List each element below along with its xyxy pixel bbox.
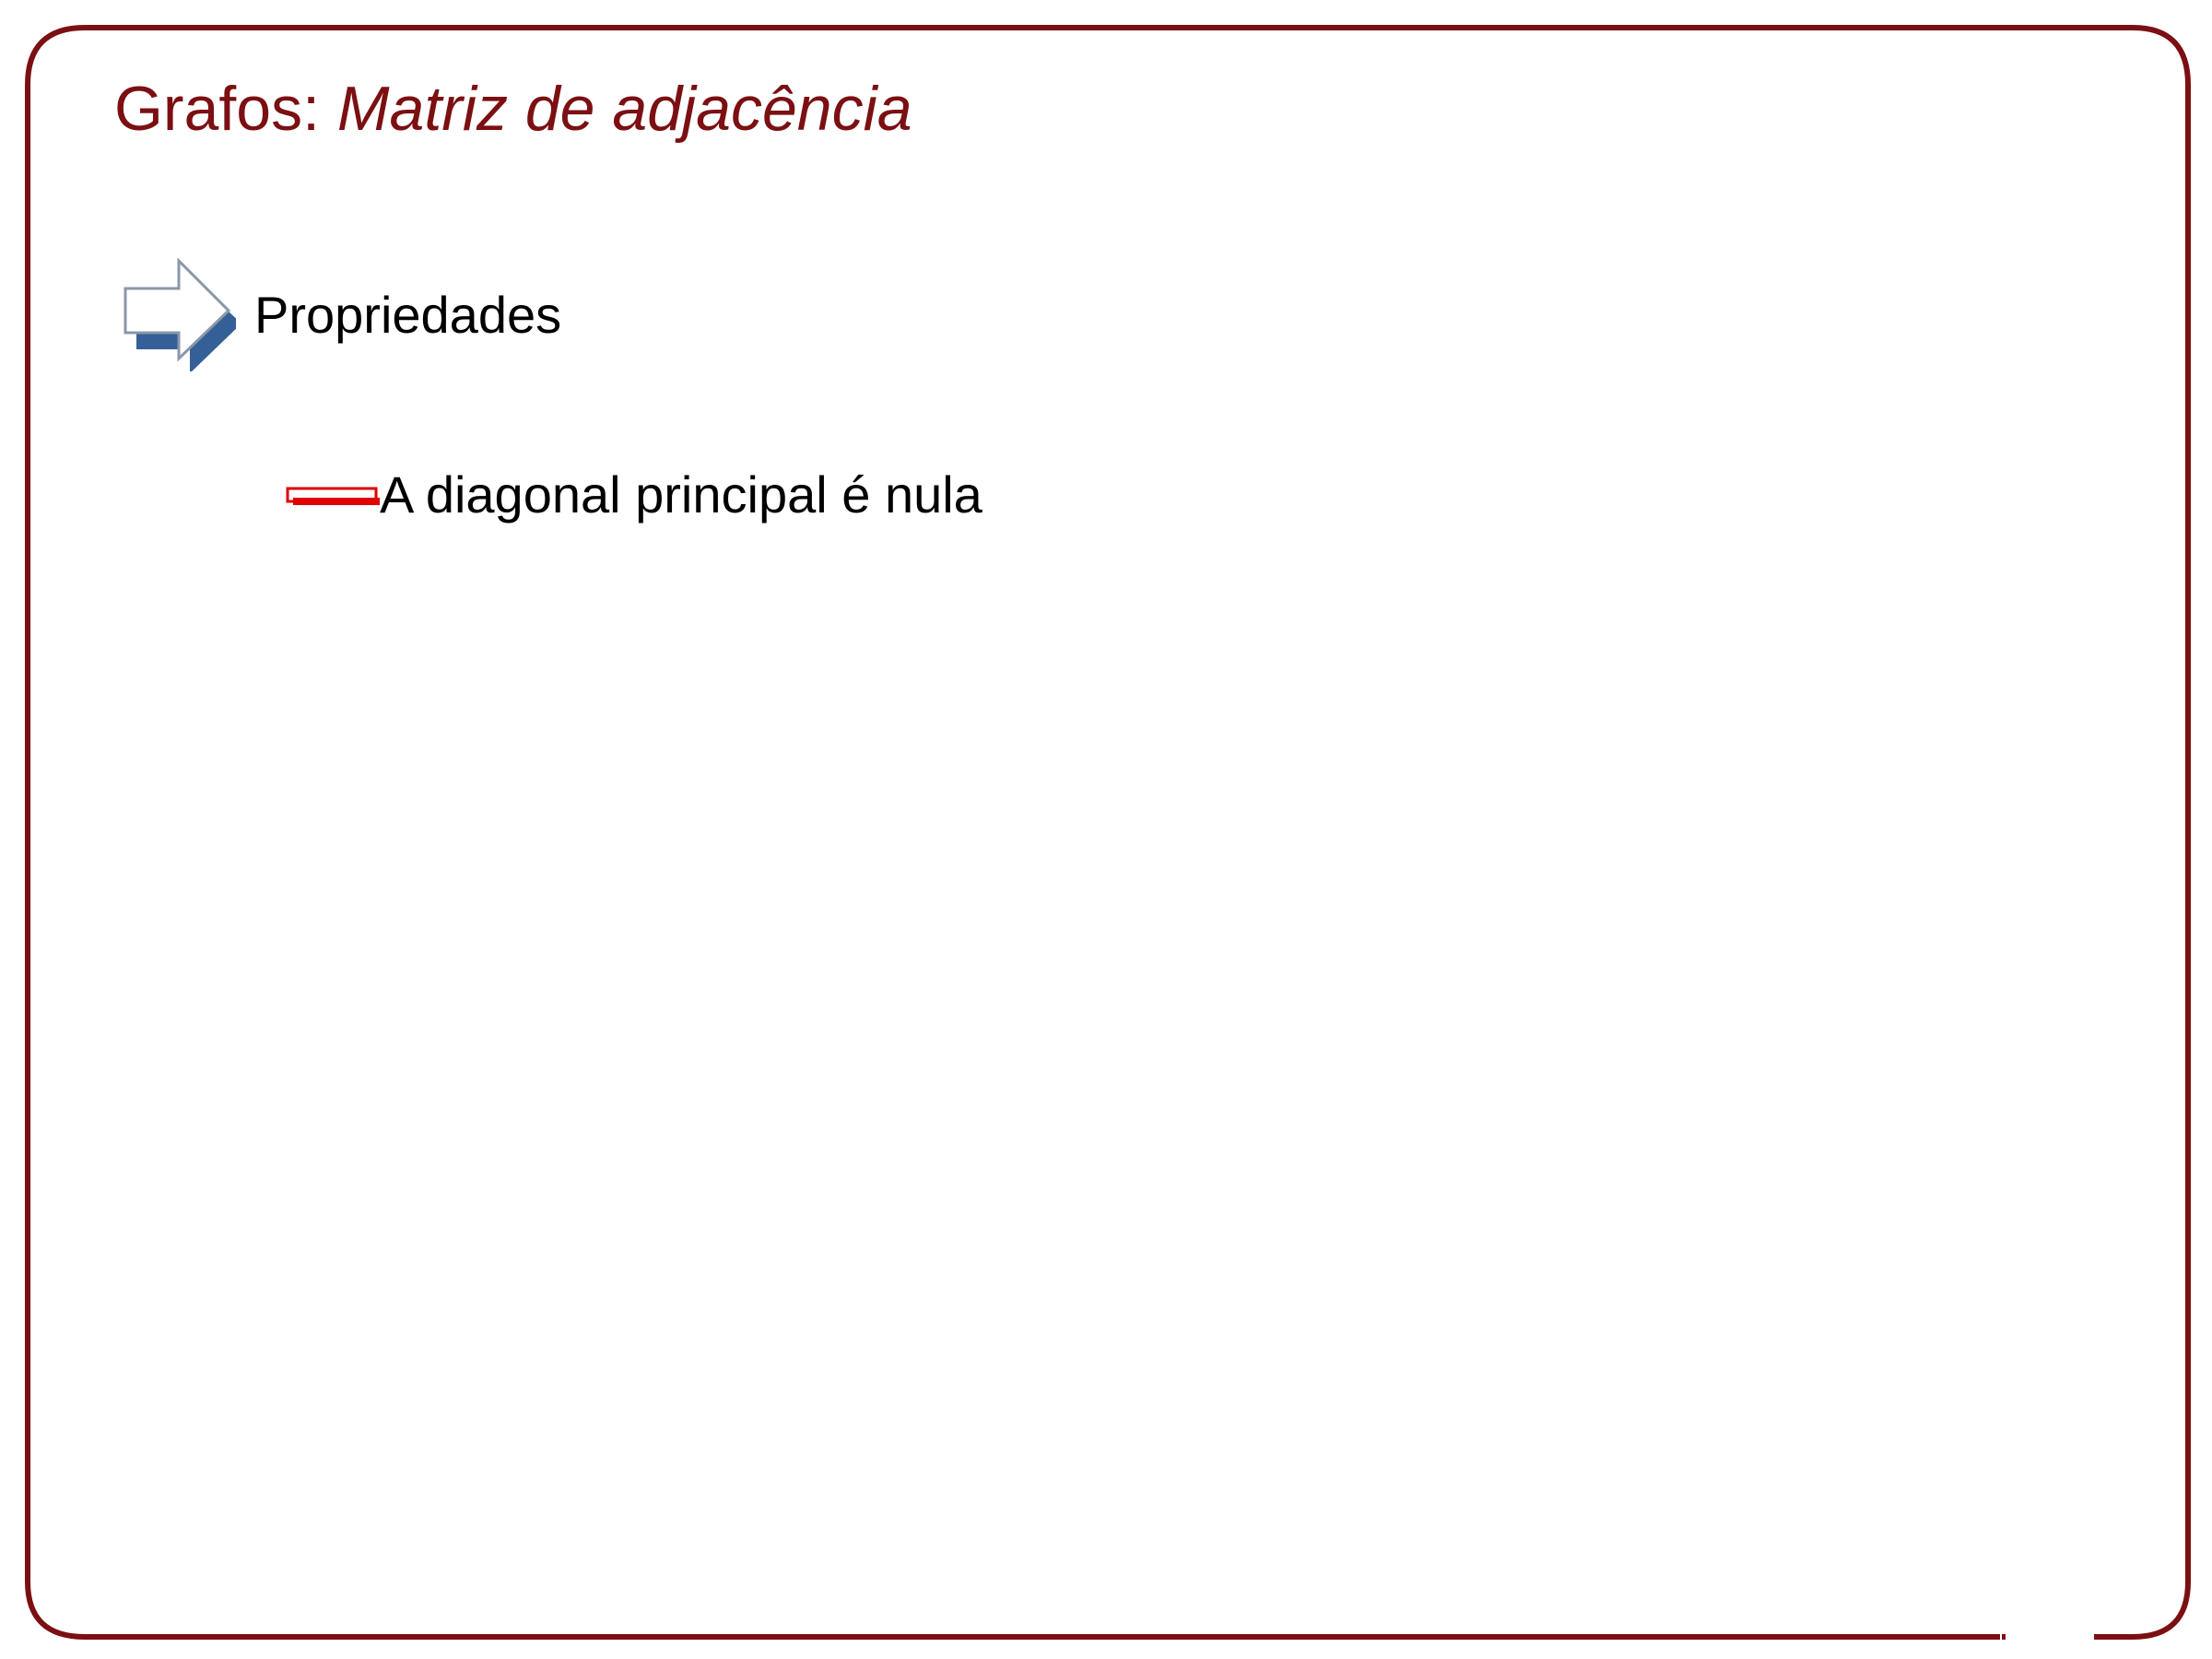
sub-bullet-diagonal: [284, 457, 982, 531]
outline-arrow-icon: [118, 257, 236, 371]
bullet-text: Propriedades: [254, 285, 562, 344]
red-dash-icon: [284, 477, 380, 511]
slide-title: [114, 72, 912, 147]
sub-bullet-text: A diagonal principal é nula: [380, 465, 982, 524]
slide-title-main: Grafos:: [114, 74, 337, 144]
bullet-propriedades: [118, 254, 561, 374]
slide-title-subtitle: Matriz de adjacência: [336, 74, 912, 144]
